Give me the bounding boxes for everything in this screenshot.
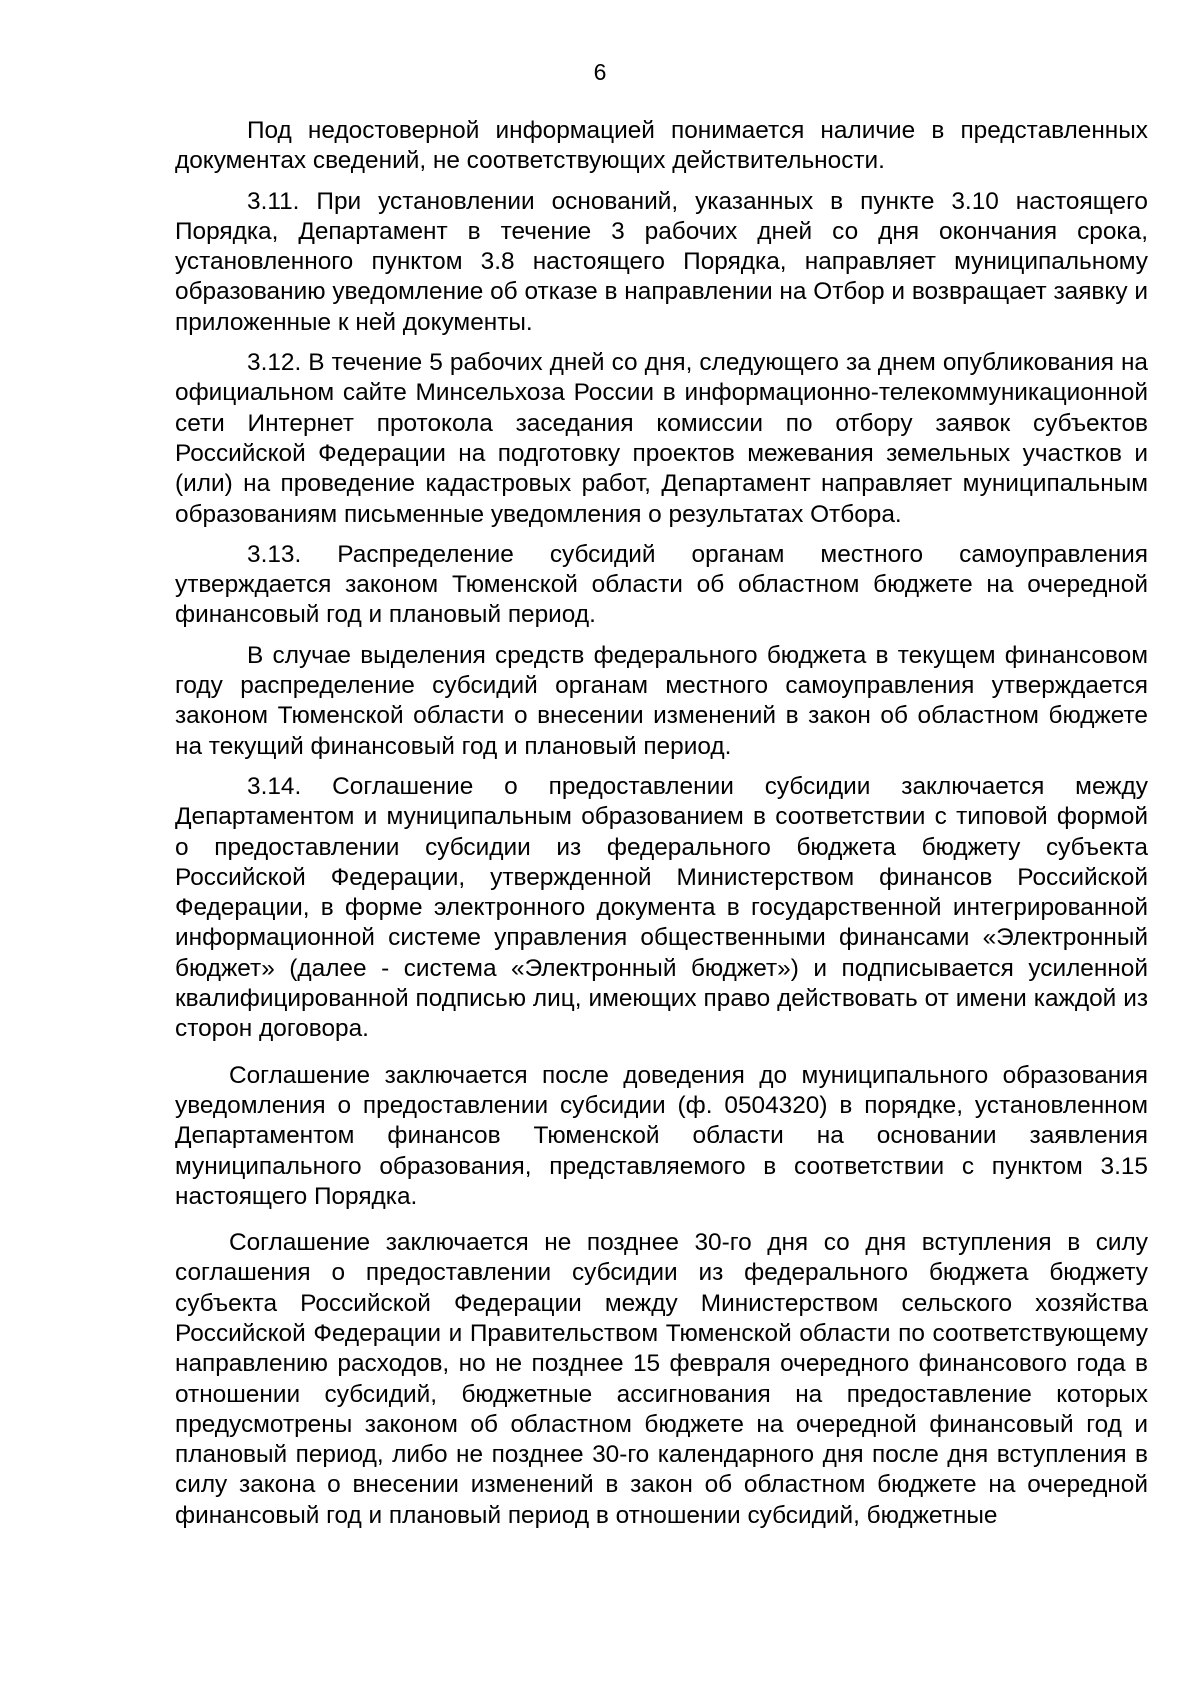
paragraph-unreliable-info: Под недостоверной информацией понимается наличие в представленных документах сведений, не соответствующих действительности. [175,117,1148,175]
paragraph-3-11: 3.11. При установлении оснований, указанных в пункте 3.10 настоящего Порядка, Департамент в течение 3 рабочих дней со дня окончания срока, установленного пунктом 3.8 настоящего Порядка, направляет муниципальному образованию уведомление об отказе в направлении на Отбор и возвращает заявку и приложенные к ней документы. [175,187,1148,336]
paragraph-3-12: 3.12. В течение 5 рабочих дней со дня, следующего за днем опубликования на официальном сайте Минсельхоза России в информационно-телекоммуникационной сети Интернет протокола заседания комиссии по отбору заявок субъектов Российской Федерации на подготовку проектов межевания земельных участков и (или) на проведение кадастровых работ, Департамент направляет муниципальным образованиям письменные уведомления о результатах Отбора. [175,349,1148,528]
paragraph-3-13: 3.13. Распределение субсидий органам местного самоуправления утверждается законом Тюменской области об областном бюджете на очередной финансовый год и плановый период. [175,540,1148,629]
paragraph-agreement-deadline: Соглашение заключается не позднее 30-го дня со дня вступления в силу соглашения о предоставлении субсидии из федерального бюджета бюджету субъекта Российской Федерации между Министерством сельского хозяйства Российской Федерации и Правительством Тюменской области по соответствующему направлению расходов, но не позднее 15 февраля очередного финансового года в отношении субсидий, бюджетные ассигнования на предоставление которых предусмотрены законом об областном бюджете на очередной финансовый год и плановый период, либо не позднее 30-го календарного дня после дня вступления в силу закона о внесении изменений в закон об областном бюджете на очередной финансовый год и плановый период в отношении субсидий, бюджетные [175,1229,1148,1529]
paragraph-agreement-after-notice: Соглашение заключается после доведения до муниципального образования уведомления о предоставлении субсидии (ф. 0504320) в порядке, установленном Департаментом финансов Тюменской области на основании заявления муниципального образования, представляемого в соответствии с пунктом 3.15 настоящего Порядка. [175,1061,1148,1210]
paragraph-federal-funds: В случае выделения средств федерального бюджета в текущем финансовом году распределение субсидий органам местного самоуправления утверждается законом Тюменской области о внесении изменений в закон об областном бюджете на текущий финансовый год и плановый период. [175,641,1148,760]
page-number: 6 [593,59,607,85]
document-body [175,116,1148,1541]
paragraph-3-14: 3.14. Соглашение о предоставлении субсидии заключается между Департаментом и муниципальным образованием в соответствии с типовой формой о предоставлении субсидии из федерального бюджета бюджету субъекта Российской Федерации, утвержденной Министерством финансов Российской Федерации, в форме электронного документа в государственной интегрированной информационной системе управления общественными финансами «Электронный бюджет» (далее - система «Электронный бюджет») и подписывается усиленной квалифицированной подписью лиц, имеющих право действовать от имени каждой из сторон договора. [175,772,1148,1043]
